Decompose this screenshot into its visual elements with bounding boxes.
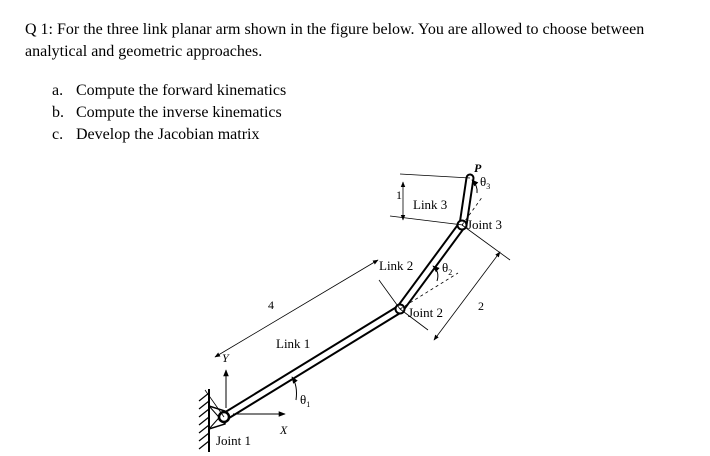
link-1-label: Link 1: [276, 336, 311, 351]
link-1-length-label: 4: [268, 298, 274, 312]
task-marker: c.: [52, 126, 64, 143]
theta-1-label: $\theta_1$: [300, 392, 311, 409]
link-2-length-label: 2: [478, 299, 484, 313]
question-text: Q 1: For the three link planar arm shown in the figure below. You are allowed to choose between analytical and geometric approaches.: [25, 21, 645, 60]
dim-ext-line: [379, 280, 400, 309]
task-text: Compute the inverse kinematics: [76, 104, 282, 121]
dim-ext-line: [400, 174, 470, 178]
task-marker: b.: [52, 104, 64, 121]
joint-3-label: Joint 3: [467, 217, 503, 232]
dim-ext-line: [205, 390, 224, 417]
theta-3-label: $\theta_3$: [480, 174, 491, 191]
end-effector-point-label: P: [474, 161, 482, 175]
theta-2-label: $\theta_2$: [442, 260, 453, 277]
task-marker: a.: [52, 82, 64, 99]
task-text: Compute the forward kinematics: [76, 82, 287, 99]
link-3-length-label: 1: [396, 188, 402, 202]
x-axis-label: X: [280, 423, 288, 437]
joint-2-label: Joint 2: [408, 305, 444, 320]
joint-1-label: Joint 1: [216, 433, 252, 448]
y-axis-label: Y: [222, 351, 229, 365]
task-text: Develop the Jacobian matrix: [76, 126, 260, 143]
link-1-bar: [224, 309, 400, 417]
dim-ext-line: [390, 216, 463, 225]
theta-1-arc: [292, 377, 297, 400]
link-3-label: Link 3: [413, 197, 448, 212]
link-2-label: Link 2: [379, 258, 414, 273]
